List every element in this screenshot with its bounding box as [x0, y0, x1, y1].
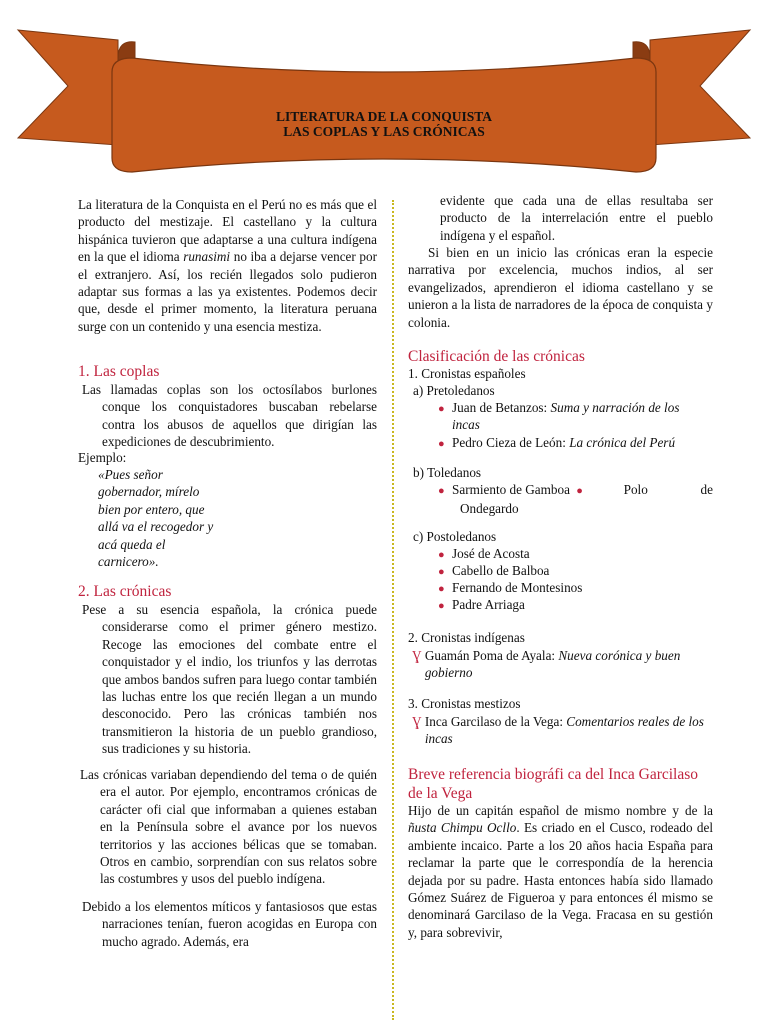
list-item: ● Padre Arriaga: [438, 596, 525, 615]
list-item: ● Fernando de Montesinos: [438, 579, 582, 598]
biography-heading: Breve referencia biográfi ca del Inca Garcilaso de la Vega: [408, 766, 699, 802]
classification-heading: Clasificación de las crónicas: [408, 348, 585, 365]
intro-paragraph: La literatura de la Conquista en el Perú no es más que el producto del mestizaje. El castellano y la cultura hispánica tuvieron que adaptarse a una cultura indígena en la que el idioma runasimi no iba a dejarse vencer por el extranjero. Así, los recién llegados solo pudieron adaptar sus formas a las ya existentes. Podemos decir que, desde el primer momento, la literatura peruana surge con un contenido y una esencia mestiza.: [78, 197, 377, 334]
coplas-paragraph: Las llamadas coplas son los octosílabos burlones conque los conquistadores buscaban rebelarse contra los abusos de aquellos que dirigían las expediciones de descubrimiento.: [82, 382, 377, 450]
bullet-icon: ●: [438, 566, 445, 578]
runasimi-term: runasimi: [183, 249, 231, 265]
bullet-icon: ●: [576, 485, 583, 497]
verse-line: acá queda el: [98, 536, 166, 552]
bullet-icon: ●: [438, 485, 445, 497]
nusta-name: ñusta Chimpu Ocllo: [408, 820, 517, 836]
cronicas-paragraph-2: Las crónicas variaban dependiendo del tema o de quién era el autor. Por ejemplo, encontramos crónicas de carácter ofi cial que informaban a quienes estaban en la Península sobre el avance por los nuevos territorios y las acciones bélicas que se tomaban. Otros en cambio, sorprendían con sus relatos sobre las costumbres y usos del pueblo indígena.: [80, 767, 377, 887]
continued-paragraph: evidente que cada una de ellas resultaba ser producto de la interrelación entre el pueblo indígena y el español.: [440, 193, 713, 243]
verse-line: carnicero».: [98, 554, 159, 570]
subgroup-toledanos: b) Toledanos: [413, 465, 482, 480]
bullet-icon: ●: [438, 549, 445, 561]
verse-line: «Pues señor: [98, 467, 163, 482]
checkmark-icon: Ɣ: [412, 648, 422, 663]
example-label: Ejemplo:: [78, 450, 127, 465]
list-item: Ɣ Guamán Poma de Ayala: Nueva corónica y buen gobierno: [412, 648, 681, 681]
biography-paragraph: Hijo de un capitán español de mismo nombre y de la ñusta Chimpu Ocllo. Es criado en el Cusco, rodeado del ambiente incaico. Parte a los 20 años hacia España para reclamar la parte que le correspondía de la herencia dejada por su padre. Hasta entonces había sido llamado Gómez Suárez de Figueroa y para entonces él mismo se denominará Garcilaso de la Vega. Fracasa en su gestión y, para sobrevivir,: [408, 803, 714, 940]
banner-title: [0, 109, 768, 139]
indigenous-narrators-paragraph: Si bien en un inicio las crónicas eran la especie narrativa por excelencia, muchos indios, al ser evangelizados, aprendieron el idioma castellano y se unieron a la lista de narradores de la época de conquista y colonia.: [408, 245, 713, 330]
banner-title-line1: LITERATURA DE LA CONQUISTA: [276, 109, 492, 124]
list-item: ● Sarmiento de Gamboa ● Polo de Ondegardo: [438, 482, 713, 517]
bullet-icon: ●: [438, 403, 445, 415]
group-spanish-chroniclers: 1. Cronistas españoles: [408, 366, 526, 381]
column-divider: [392, 200, 394, 1020]
group-indigenous-chroniclers: 2. Cronistas indígenas: [408, 630, 525, 645]
bullet-icon: ●: [438, 583, 445, 595]
section-coplas-heading: 1. Las coplas: [78, 363, 160, 380]
list-item: ● José de Acosta: [438, 545, 530, 564]
subgroup-postoledanos: c) Postoledanos: [413, 529, 497, 544]
group-mestizo-chroniclers: 3. Cronistas mestizos: [408, 696, 521, 711]
subgroup-pretoledanos: a) Pretoledanos: [413, 383, 495, 398]
cronicas-paragraph-3: Debido a los elementos míticos y fantasiosos que estas narraciones tenían, fueron acogidas en Europa con mucho agrado. Además, era: [82, 899, 377, 949]
cronicas-paragraph-1: Pese a su esencia española, la crónica puede considerarse como el primer género mestizo. Recoge las emociones del combate entre el conquistador y el indio, los triunfos y las derrotas que ambos bandos sufren para luego contar también las luchas entre los que recién llegan a un mundo desconocido. Pero las crónicas también nos transmitieron la historia de un pueblo grandioso, sus tradiciones y su historia.: [82, 602, 377, 757]
list-item: ● Juan de Betanzos: Suma y narración de los incas: [438, 400, 680, 433]
list-item: Ɣ Inca Garcilaso de la Vega: Comentarios reales de los incas: [412, 714, 704, 747]
verse-line: allá va el recogedor y: [98, 519, 214, 535]
list-item: ● Cabello de Balboa: [438, 562, 549, 581]
bullet-icon: ●: [438, 600, 445, 612]
section-cronicas-heading: 2. Las crónicas: [78, 583, 172, 600]
checkmark-icon: Ɣ: [412, 714, 422, 729]
title-banner: [0, 0, 768, 190]
verse-block: [98, 466, 213, 570]
verse-line: bien por entero, que: [98, 501, 205, 517]
list-item: ● Pedro Cieza de León: La crónica del Perú: [438, 434, 713, 453]
banner-title-line2: LAS COPLAS Y LAS CRÓNICAS: [283, 124, 485, 139]
verse-line: gobernador, mírelo: [98, 484, 200, 500]
bullet-icon: ●: [438, 438, 445, 450]
